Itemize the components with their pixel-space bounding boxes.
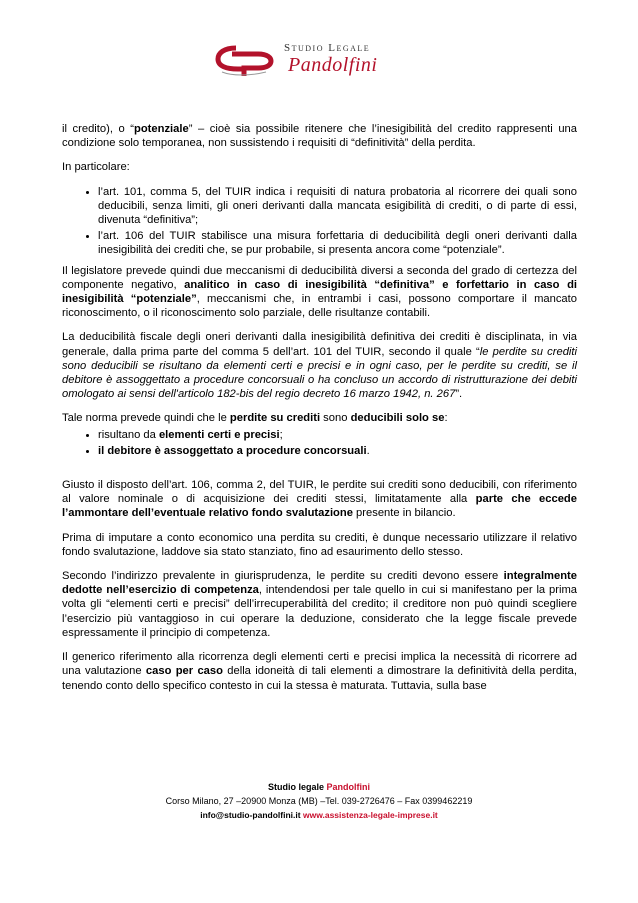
text: La deducibilità fiscale degli oneri derivanti dalla inesigibilità definitiva dei crediti è disciplinata, in via generale, dalla prima parte del comma 5 dell’art. 101 del TUIR, secondo il quale “ — [62, 331, 577, 358]
text: , meccanismi che, in entrambi i casi, possono comportare il mancato riconoscimento, o il riconoscimento solo parziale, delle risultanze contabili. — [62, 293, 577, 320]
bullet-list-2 — [62, 428, 577, 458]
page-footer — [0, 780, 638, 822]
paragraph-7: Prima di imputare a conto economico una perdita su crediti, è dunque necessario utilizzare il relativo fondo svalutazione, laddove sia stato stanziato, fino ad esaurimento dello stesso. — [62, 531, 577, 558]
paragraph-5 — [62, 411, 577, 425]
brand-text: Pandolfini — [326, 782, 370, 792]
paragraph-6 — [62, 478, 577, 521]
bold-text: caso per caso — [145, 665, 223, 678]
paragraph-1 — [62, 122, 577, 150]
list-item: • l’art. 106 del TUIR stabilisce una misura forfettaria di deducibilità degli oneri derivanti dalla inesigibilità dei crediti che, se pur probabile, si presenta ancora come “potenziale”. — [98, 229, 577, 257]
text: Studio legale — [267, 782, 327, 792]
bold-text: potenziale — [134, 123, 189, 135]
text: Giusto il disposto dell’art. 106, comma 2, del TUIR, le perdite sui crediti sono deducibili, con riferimento al valore nominale o di acquisizione dei crediti stessi, limitatamente alla — [62, 479, 577, 506]
text: sono — [320, 412, 351, 425]
paragraph-2: In particolare: — [62, 161, 130, 174]
text: Il generico riferimento alla ricorrenza degli elementi certi e precisi implica la necessità di ricorrere ad una valutazione — [62, 651, 577, 678]
text: Il legislatore prevede quindi due meccanismi di deducibilità diversi a seconda del grado di certezza del componente negativo, — [62, 264, 577, 291]
text: il credito), o “ — [62, 123, 135, 135]
studio-logo — [214, 40, 414, 82]
logo-top-text: Studio Legale — [284, 42, 371, 54]
text: risultano da — [98, 428, 159, 441]
bold-text: parte che eccede l’ammontare dell’eventuale relativo fondo svalutazione — [62, 493, 577, 520]
text: ”. — [455, 388, 463, 401]
text: : — [444, 412, 448, 425]
text: Secondo l’indirizzo prevalente in giurisprudenza, le perdite su crediti devono essere — [62, 570, 504, 583]
text: ; — [279, 428, 283, 441]
bold-text: elementi certi e precisi — [158, 428, 280, 441]
footer-website-link[interactable]: www.assistenza-legale-imprese.it — [302, 810, 438, 820]
text: , intendendosi per tale quello in cui si manifestano per la prima volta gli “elementi certi e precisi” dell’irrecuperabilità del credito; il creditore non può quindi scegliere l’esercizio più vantaggioso in cui operare la deduzione, considerato che la legge fiscale prevede espressamente il principio di competenza. — [62, 584, 577, 639]
logo-brand-text: Pandolfini — [288, 54, 378, 76]
footer-contacts — [0, 808, 638, 822]
bold-text: analitico in caso di inesigibilità “definitiva” e forfettario in caso di inesigibilità “potenziale” — [62, 278, 578, 306]
paragraph-3 — [62, 264, 577, 321]
sp-monogram-icon — [214, 42, 274, 78]
bold-text: il debitore è assoggettato a procedure concorsuali — [98, 444, 367, 457]
document-body — [62, 122, 577, 703]
bold-text: integralmente dedotte nell’esercizio di competenza — [62, 570, 577, 597]
paragraph-9 — [62, 650, 577, 693]
paragraph-8 — [62, 569, 577, 640]
bold-text: deducibili solo se — [350, 412, 445, 425]
text: ” – cioè sia possibile ritenere che l’inesigibilità del credito rappresenti una condizione solo temporanea, non sussistendo i requisiti di “definitività” della perdita. — [62, 123, 577, 150]
bullet-list-1 — [62, 185, 577, 258]
text: della idoneità di tali elementi a dimostrare la definitività della perdita, tenendo conto dello specifico contesto in cui la stessa è maturata. Tuttavia, sulla base — [62, 665, 577, 692]
list-item — [98, 428, 577, 442]
footer-email-link[interactable]: info@studio-pandolfini.it — [200, 810, 301, 820]
paragraph-4 — [62, 330, 577, 401]
list-item — [98, 444, 577, 458]
bold-text: perdite su crediti — [229, 412, 321, 425]
footer-firm-name — [0, 780, 638, 794]
text: . — [366, 444, 370, 457]
text: Tale norma prevede quindi che le — [62, 412, 230, 425]
list-item: • l’art. 101, comma 5, del TUIR indica i requisiti di natura probatoria al ricorrere dei quali sono deducibili, senza limiti, gli oneri derivanti dalla mancata esigibilità di crediti, o di parte di essi, divenuta “definitiva”; — [98, 185, 577, 228]
footer-address: Corso Milano, 27 –20900 Monza (MB) –Tel. 039-2726476 – Fax 0399462219 — [165, 796, 473, 806]
italic-quote: le perdite su crediti sono deducibili se risultano da elementi certi e precisi e in ogni caso, per le perdite su crediti, se il debitore è assoggettato a procedure concorsuali o ha concluso un accordo di ristrutturazione dei debiti omologato ai sensi dell'articolo 182-bis del regio decreto 16 marzo 1942, n. 267 — [62, 345, 577, 401]
text: presente in bilancio. — [352, 507, 456, 520]
